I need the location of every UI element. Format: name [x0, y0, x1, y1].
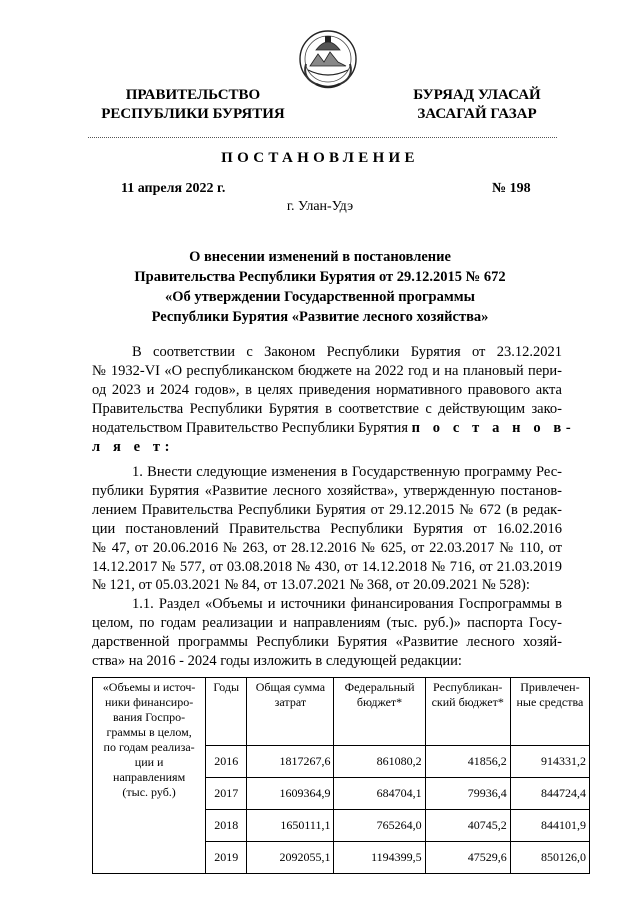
- text-line: лением Правительства Республики Бурятия от 29.12.2015 № 672 (в редак-: [92, 501, 562, 518]
- header-divider: [88, 137, 557, 138]
- category-line: направлениям: [113, 770, 186, 784]
- cell-attracted: 850126,0: [510, 842, 589, 874]
- text-line: 14.12.2017 № 577, от 03.08.2018 № 430, от 14.12.2018 № 716, от 21.03.2019: [92, 558, 562, 575]
- text-line: 1. Внести следующие изменения в Государственную программу Рес-: [132, 464, 562, 480]
- text-line: В соответствии с Законом Республики Бурятия от 23.12.2021: [132, 344, 562, 360]
- decree-word-part2: л я е т:: [92, 438, 175, 455]
- financing-table: [92, 677, 590, 874]
- org-left-line1: ПРАВИТЕЛЬСТВО: [125, 87, 261, 103]
- paragraph-preamble: [92, 343, 576, 456]
- cell-federal: 765264,0: [334, 810, 425, 842]
- text-line: [92, 419, 576, 438]
- org-right-line1: БУРЯАД УЛАСАЙ: [413, 87, 541, 103]
- cell-year: 2019: [206, 842, 247, 874]
- text-line: № 1932-VI «О республиканском бюджете на 2022 год и на плановый пери-: [92, 362, 562, 379]
- org-left-line2: РЕСПУБЛИКИ БУРЯТИЯ: [101, 106, 285, 122]
- subject-line: Правительства Республики Бурятия от 29.12.2015 № 672: [134, 269, 506, 285]
- org-right-line2: ЗАСАГАЙ ГАЗАР: [417, 106, 537, 122]
- category-line: ции и: [134, 755, 164, 769]
- cell-attracted: 844724,4: [510, 778, 589, 810]
- category-line: по годам реализа-: [103, 740, 195, 754]
- text-line: ства» на 2016 - 2024 годы изложить в следующей редакции:: [92, 652, 462, 669]
- column-header-republic: Республикан-ский бюджет*: [425, 678, 510, 746]
- category-cell: [93, 678, 206, 874]
- column-header-years: Годы: [206, 678, 247, 746]
- document-city: г. Улан-Удэ: [286, 199, 354, 214]
- document-date: 11 апреля 2022 г.: [121, 181, 226, 196]
- text-line: целом, по годам реализации и направлениям (тыс. руб.)» паспорта Госу-: [92, 614, 562, 631]
- cell-total: 1609364,9: [247, 778, 334, 810]
- text-line: 1.1. Раздел «Объемы и источники финансирования Госпрограммы в: [132, 596, 562, 612]
- text-line: [92, 438, 562, 457]
- text-fragment: нодательством Правительство Республики Бурятия: [92, 419, 408, 436]
- category-line: (тыс. руб.): [122, 785, 176, 799]
- cell-federal: 684704,1: [334, 778, 425, 810]
- document-subject: [0, 247, 640, 327]
- document-number: № 198: [492, 181, 531, 196]
- text-line: № 47, от 20.06.2016 № 263, от 28.12.2016 № 625, от 22.03.2017 № 110, от: [92, 539, 562, 556]
- org-name-russian: [88, 86, 298, 124]
- paragraph-item-1-1: [92, 595, 562, 671]
- cell-federal: 861080,2: [334, 746, 425, 778]
- cell-attracted: 914331,2: [510, 746, 589, 778]
- decree-word-part1: п о с т а н о в-: [411, 419, 576, 436]
- coat-of-arms-icon: [296, 26, 360, 92]
- text-line: № 121, от 05.03.2021 № 84, от 13.07.2021 № 368, от 20.09.2021 № 528):: [92, 577, 530, 594]
- cell-republic: 79936,4: [425, 778, 510, 810]
- document-title: ПОСТАНОВЛЕНИЕ: [221, 150, 419, 166]
- category-line: «Объемы и источ-: [102, 680, 196, 694]
- subject-line: О внесении изменений в постановление: [189, 249, 451, 265]
- cell-total: 1817267,6: [247, 746, 334, 778]
- text-line: Правительства Республики Бурятия в соответствие с действующим зако-: [92, 400, 562, 417]
- table-header-row: [93, 678, 590, 746]
- cell-republic: 41856,2: [425, 746, 510, 778]
- cell-year: 2017: [206, 778, 247, 810]
- cell-federal: 1194399,5: [334, 842, 425, 874]
- org-name-buryat: [392, 86, 562, 124]
- category-line: граммы в целом,: [106, 725, 192, 739]
- category-line: ники финансиро-: [105, 695, 194, 709]
- cell-total: 2092055,1: [247, 842, 334, 874]
- column-header-total: Общая сумма затрат: [247, 678, 334, 746]
- cell-republic: 40745,2: [425, 810, 510, 842]
- subject-line: Республики Бурятия «Развитие лесного хозяйства»: [151, 309, 489, 325]
- text-line: дарственной программы Республики Бурятия «Развитие лесного хозяй-: [92, 633, 562, 650]
- paragraph-item-1: [92, 463, 562, 595]
- text-line: од 2023 и 2024 годов», в целях приведения нормативного правового акта: [92, 381, 562, 398]
- cell-attracted: 844101,9: [510, 810, 589, 842]
- cell-year: 2018: [206, 810, 247, 842]
- text-line: ции постановлений Правительства Республики Бурятия от 16.02.2016: [92, 520, 562, 537]
- column-header-federal: Федеральный бюджет*: [334, 678, 425, 746]
- cell-republic: 47529,6: [425, 842, 510, 874]
- cell-year: 2016: [206, 746, 247, 778]
- subject-line: «Об утверждении Государственной программы: [165, 289, 475, 305]
- category-line: вания Госпро-: [113, 710, 186, 724]
- text-line: публики Бурятия «Развитие лесного хозяйства», утвержденную постанов-: [92, 482, 562, 499]
- column-header-attracted: Привлечен-ные средства: [510, 678, 589, 746]
- cell-total: 1650111,1: [247, 810, 334, 842]
